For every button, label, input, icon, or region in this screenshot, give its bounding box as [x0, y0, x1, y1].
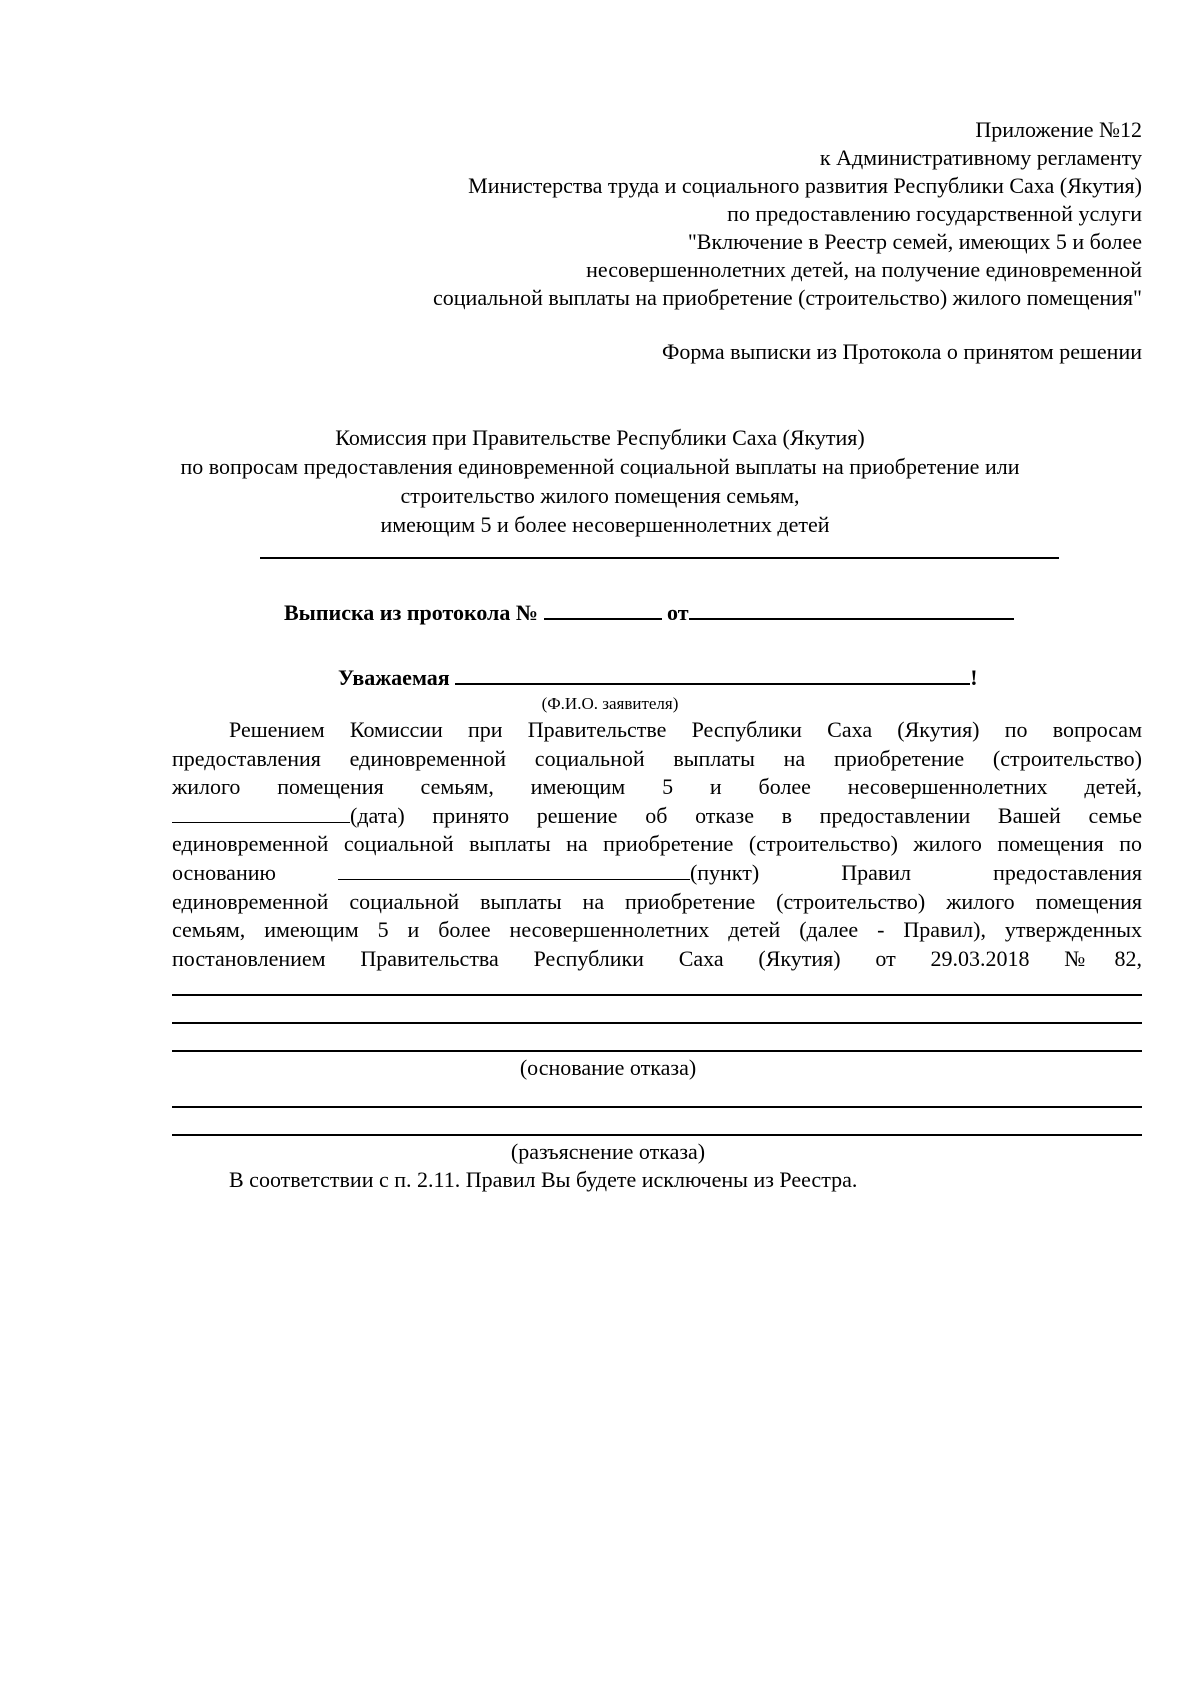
protocol-number-blank[interactable]: [544, 596, 662, 620]
heading-divider: [260, 557, 1059, 559]
paragraph-line: постановлением Правительства Республики Саха (Якутия) от 29.03.2018 №82,: [172, 945, 1142, 971]
commission-line: имеющим 5 и более несовершеннолетних детей: [380, 512, 830, 537]
commission-heading: [0, 423, 1200, 539]
refusal-explanation-line[interactable]: [172, 1106, 1142, 1108]
commission-line: Комиссия при Правительстве Республики Саха (Якутия): [335, 425, 865, 450]
refusal-reason-line[interactable]: [172, 994, 1142, 996]
protocol-date-blank[interactable]: [689, 596, 1014, 620]
fio-caption: (Ф.И.О. заявителя): [541, 694, 679, 713]
paragraph-line: [172, 802, 1142, 831]
refusal-reason-line[interactable]: [172, 1022, 1142, 1024]
refusal-reason-line[interactable]: [172, 1050, 1142, 1052]
appendix-line: Министерства труда и социального развития Республики Саха (Якутия): [468, 173, 1142, 198]
applicant-name-blank[interactable]: [455, 661, 970, 685]
paragraph-line: единовременной социальной выплаты на приобретение (строительство) жилого помещения по: [172, 831, 1142, 857]
paragraph-text: (пункт) Правил предоставления: [689, 859, 1142, 885]
rule-item-blank[interactable]: [338, 859, 690, 880]
greeting-exclamation: !: [970, 665, 978, 690]
paragraph-line: семьям, имеющим 5 и более несовершеннолетних детей (далее - Правил), утвержденных: [172, 917, 1142, 943]
paragraph-text: (дата) принято решение об отказе в предоставлении Вашей семье: [350, 802, 1142, 828]
appendix-line: к Административному регламенту: [819, 145, 1142, 170]
appendix-line: несовершеннолетних детей, на получение единовременной: [586, 257, 1142, 282]
appendix-line: Приложение №12: [975, 117, 1142, 142]
greeting-label: Уважаемая: [338, 665, 450, 690]
commission-line: по вопросам предоставления единовременной социальной выплаты на приобретение или: [180, 454, 1020, 479]
greeting: [338, 661, 978, 692]
form-title: Форма выписки из Протокола о принятом решении: [662, 339, 1142, 364]
refusal-explanation-line[interactable]: [172, 1134, 1142, 1136]
registry-exclusion-notice: В соответствии с п. 2.11. Правил Вы будете исключены из Реестра.: [229, 1167, 858, 1192]
extract-from-label: от: [667, 600, 689, 625]
appendix-line: социальной выплаты на приобретение (строительство) жилого помещения": [433, 285, 1142, 310]
refusal-reason-caption: (основание отказа): [519, 1055, 697, 1080]
paragraph-line: жилого помещения семьям, имеющим 5 и более несовершеннолетних детей,: [172, 774, 1142, 800]
paragraph-line: [172, 859, 1142, 888]
paragraph-line: единовременной социальной выплаты на приобретение (строительство) жилого помещения: [172, 888, 1142, 914]
extract-label: Выписка из протокола №: [284, 600, 539, 625]
refusal-explanation-caption: (разъяснение отказа): [510, 1139, 706, 1164]
commission-line: строительство жилого помещения семьям,: [400, 483, 800, 508]
paragraph-line: предоставления единовременной социальной выплаты на приобретение (строительство): [172, 745, 1142, 771]
decision-paragraph: [172, 716, 1142, 973]
appendix-line: по предоставлению государственной услуги: [727, 201, 1142, 226]
appendix-line: "Включение в Реестр семей, имеющих 5 и более: [687, 229, 1142, 254]
paragraph-text: основанию: [172, 859, 276, 885]
decision-date-blank[interactable]: [172, 802, 350, 823]
appendix-header: [433, 116, 1142, 312]
extract-title: [284, 596, 1014, 627]
paragraph-line: Решением Комиссии при Правительстве Республики Саха (Якутия) по вопросам: [229, 717, 1142, 742]
